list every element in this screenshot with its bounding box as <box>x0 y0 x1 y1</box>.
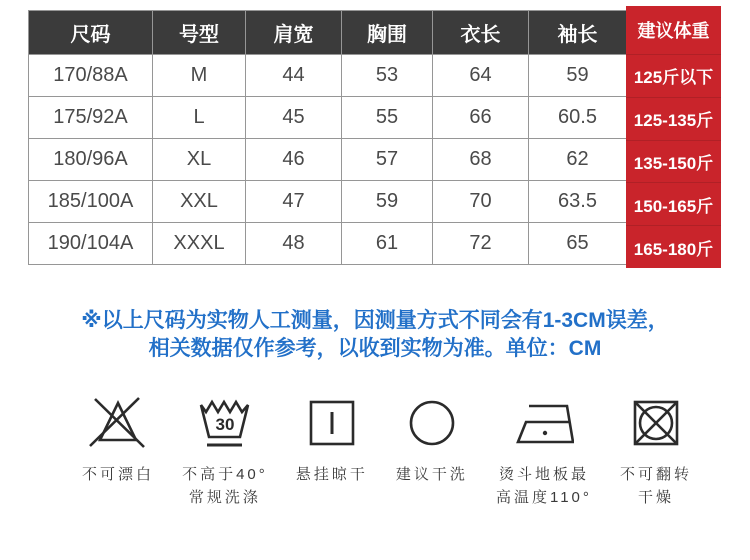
header-cell-model: 号型 <box>153 11 245 54</box>
table-cell-shoulder: 46 <box>246 139 341 180</box>
care-label: 不可漂白 <box>82 466 155 483</box>
weight-cell: 165-180斤 <box>626 225 721 268</box>
note-line-2: 相关数据仅作参考，以收到实物为准。单位：CM <box>148 337 602 360</box>
table-cell-size: 180/96A <box>29 139 152 180</box>
weight-cell: 125斤以下 <box>626 54 721 97</box>
care-label: 悬挂晾干 <box>295 466 368 483</box>
svg-text:30: 30 <box>215 415 235 434</box>
care-item-bleach <box>82 393 154 509</box>
care-label: 不可翻转 干燥 <box>619 466 692 506</box>
table-cell-model: XXL <box>153 181 245 222</box>
weight-cell: 125-135斤 <box>626 97 721 140</box>
dry-clean-icon <box>402 393 462 453</box>
care-label: 烫斗地板最 高温度110° <box>495 466 592 506</box>
weight-cell: 150-165斤 <box>626 182 721 225</box>
size-table <box>28 10 721 265</box>
table-cell-shoulder: 48 <box>246 223 341 264</box>
table-cell-model: XL <box>153 139 245 180</box>
no-tumble-dry-icon <box>626 393 686 453</box>
header-cell-chest: 胸围 <box>342 11 432 54</box>
table-cell-model: M <box>153 55 245 96</box>
care-symbols <box>0 393 750 509</box>
table-cell-model: XXXL <box>153 223 245 264</box>
table-cell-size: 190/104A <box>29 223 152 264</box>
table-cell-chest: 59 <box>342 181 432 222</box>
care-item-iron <box>496 393 592 509</box>
table-cell-size: 185/100A <box>29 181 152 222</box>
care-label: 不高于40° 常规洗涤 <box>182 466 268 506</box>
table-cell-shoulder: 47 <box>246 181 341 222</box>
table-cell-chest: 53 <box>342 55 432 96</box>
table-cell-length: 70 <box>433 181 528 222</box>
note-line-1: ※以上尺码为实物人工测量，因测量方式不同会有1-3CM误差， <box>81 309 669 332</box>
table-cell-length: 66 <box>433 97 528 138</box>
table-cell-length: 72 <box>433 223 528 264</box>
table-cell-chest: 55 <box>342 97 432 138</box>
table-cell-size: 170/88A <box>29 55 152 96</box>
table-cell-chest: 57 <box>342 139 432 180</box>
table-cell-sleeve: 63.5 <box>529 181 626 222</box>
care-item-dry-clean <box>396 393 468 509</box>
table-cell-shoulder: 44 <box>246 55 341 96</box>
weight-cell: 135-150斤 <box>626 140 721 183</box>
table-cell-size: 175/92A <box>29 97 152 138</box>
table-cell-chest: 61 <box>342 223 432 264</box>
do-not-bleach-icon <box>88 393 148 453</box>
care-item-hang-dry <box>296 393 368 509</box>
care-item-wash <box>182 393 268 509</box>
table-cell-sleeve: 62 <box>529 139 626 180</box>
header-cell-weight: 建议体重 <box>637 21 710 41</box>
table-cell-shoulder: 45 <box>246 97 341 138</box>
table-cell-sleeve: 65 <box>529 223 626 264</box>
table-cell-sleeve: 60.5 <box>529 97 626 138</box>
table-cell-sleeve: 59 <box>529 55 626 96</box>
wash-max-40-icon <box>195 393 255 453</box>
table-cell-length: 64 <box>433 55 528 96</box>
hang-dry-icon <box>302 393 362 453</box>
table-cell-length: 68 <box>433 139 528 180</box>
iron-max-110-icon <box>514 393 574 453</box>
care-label: 建议干洗 <box>395 466 468 483</box>
weight-column <box>626 6 721 268</box>
header-cell-sleeve: 袖长 <box>529 11 626 54</box>
header-cell-shoulder: 肩宽 <box>246 11 341 54</box>
header-cell-length: 衣长 <box>433 11 528 54</box>
size-table-grid <box>28 10 627 265</box>
table-cell-model: L <box>153 97 245 138</box>
header-cell-size: 尺码 <box>29 11 152 54</box>
measurement-note <box>0 307 750 363</box>
care-item-tumble-dry <box>620 393 692 509</box>
